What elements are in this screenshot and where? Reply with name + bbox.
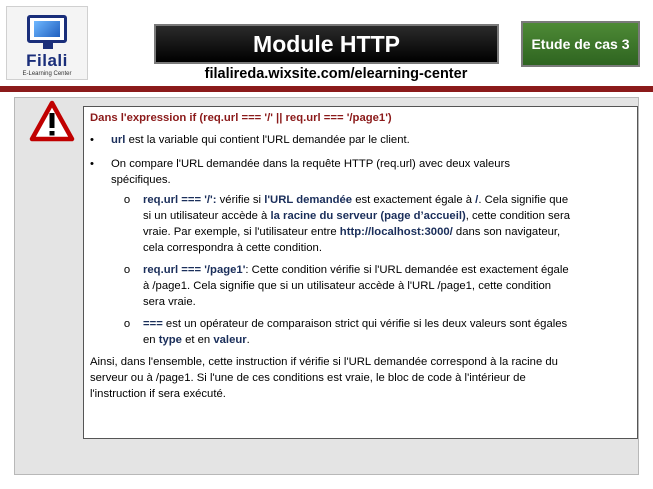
text-segment: type — [158, 334, 182, 346]
subbullet-line — [143, 193, 568, 209]
bullet-line — [111, 133, 410, 149]
bullet-marker: o — [123, 318, 131, 330]
text-segment: . — [246, 334, 250, 346]
conclusion-line: Ainsi, dans l'ensemble, cette instruction if vérifie si l'URL demandée correspond à la racine du — [90, 356, 558, 368]
text-segment: On compare l'URL demandée dans la requête HTTP (req.url) avec deux valeurs — [111, 158, 510, 170]
conclusion-line: l'instruction if sera exécuté. — [90, 388, 226, 400]
text-segment: sera vraie. — [143, 296, 196, 308]
explanation-box — [83, 106, 638, 439]
text-segment: valeur — [213, 334, 247, 346]
text-segment: req.url === '/': — [143, 194, 217, 206]
text-segment: / — [475, 194, 479, 206]
bullet-marker: • — [90, 158, 94, 170]
logo-tagline: E-Learning Center — [22, 71, 72, 77]
page-title: Module HTTP — [154, 24, 499, 64]
text-segment: vraie. Par exemple, si l'utilisateur entre — [143, 226, 340, 238]
text-segment: vérifie si — [216, 194, 265, 206]
text-segment: spécifiques. — [111, 174, 171, 186]
site-url: filalireda.wixsite.com/elearning-center — [204, 66, 468, 82]
text-segment: url — [111, 134, 126, 146]
text-segment: à /page1. Cela signifie que si un utilisateur accède à l'URL /page1, cette condition — [143, 280, 552, 292]
text-segment: , cette condition sera — [465, 210, 570, 222]
header-divider — [0, 86, 653, 92]
subbullet-line — [143, 241, 322, 257]
bullet-line — [111, 173, 171, 189]
subbullet-line — [143, 225, 560, 241]
bullet-line — [111, 157, 510, 173]
bullet-marker: o — [123, 264, 131, 276]
expression-heading: Dans l'expression if (req.url === '/' || req.url === '/page1') — [90, 112, 392, 124]
text-segment: l'URL demandée — [264, 194, 353, 206]
text-segment: http://localhost:3000/ — [339, 226, 453, 238]
subbullet-line — [143, 295, 196, 311]
text-segment: === — [143, 318, 163, 330]
logo — [6, 6, 88, 80]
subbullet-line — [143, 317, 567, 333]
bullet-marker: • — [90, 134, 94, 146]
logo-brand: Filali — [26, 51, 68, 70]
text-segment: . Cela signifie que — [478, 194, 569, 206]
bullet-marker: o — [123, 194, 131, 206]
conclusion-line: serveur ou à /page1. Si l'une de ces conditions est vraie, le bloc de code à l'intérieur de — [90, 372, 526, 384]
text-segment: est la variable qui contient l'URL demandée par le client. — [125, 134, 410, 146]
text-segment: est un opérateur de comparaison strict qui vérifie si les deux valeurs sont égales — [162, 318, 568, 330]
text-segment: dans son navigateur, — [452, 226, 561, 238]
text-segment: req.url === '/page1' — [143, 264, 246, 276]
text-segment: et en — [181, 334, 214, 346]
monitor-icon — [27, 15, 67, 43]
subbullet-line — [143, 263, 569, 279]
text-segment: en — [143, 334, 159, 346]
subbullet-line — [143, 279, 551, 295]
case-badge: Etude de cas 3 — [521, 21, 640, 67]
subbullet-line — [143, 209, 570, 225]
text-segment: si un utilisateur accède à — [143, 210, 271, 222]
text-segment: la racine du serveur (page d’accueil) — [270, 210, 466, 222]
warning-icon — [29, 100, 75, 142]
text-segment: est exactement égale à — [352, 194, 476, 206]
text-segment: : Cette condition vérifie si l'URL demandée est exactement égale — [245, 264, 569, 276]
text-segment: cela correspondra à cette condition. — [143, 242, 322, 254]
subbullet-line — [143, 333, 250, 349]
